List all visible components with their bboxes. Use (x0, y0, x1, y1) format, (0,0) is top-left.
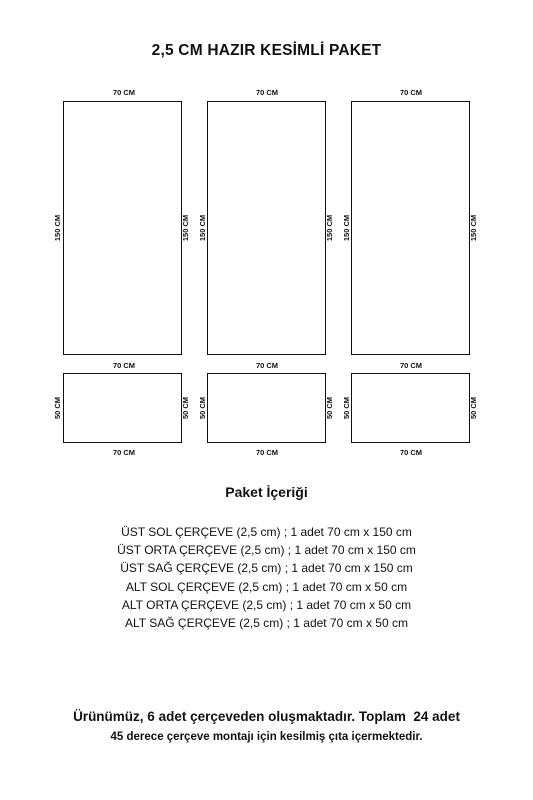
bottom-frame-2-width-label: 70 CM (255, 448, 279, 457)
top-frame-1 (63, 101, 182, 355)
top-frame-3-height-label-right: 150 CM (469, 214, 478, 242)
bottom-frame-2-height-label-left: 50 CM (198, 396, 207, 420)
bottom-frame-1 (63, 373, 182, 443)
bottom-frame-1-height-label-left: 50 CM (53, 396, 62, 420)
footer-summary: Ürünümüz, 6 adet çerçeveden oluşmaktadır. Toplam 24 adet (73, 709, 460, 724)
bottom-frame-3-height-label-right: 50 CM (469, 396, 478, 420)
bottom-frame-3 (351, 373, 470, 443)
top-frame-2-height-label-left: 150 CM (198, 214, 207, 242)
list-item: ALT SAĞ ÇERÇEVE (2,5 cm) ; 1 adet 70 cm x 50 cm (125, 616, 408, 631)
top-frame-1-width-label-top: 70 CM (112, 88, 136, 97)
bottom-frame-3-height-label-left: 50 CM (342, 396, 351, 420)
package-heading: Paket İçeriği (225, 484, 308, 500)
top-frame-2 (207, 101, 326, 355)
top-frame-1-height-label-right: 150 CM (181, 214, 190, 242)
top-frame-1-height-label-left: 150 CM (53, 214, 62, 242)
top-frame-2-width-label-bottom: 70 CM (255, 361, 279, 370)
top-frame-3-width-label-bottom: 70 CM (399, 361, 423, 370)
top-frame-2-height-label-right: 150 CM (325, 214, 334, 242)
page-title: 2,5 CM HAZIR KESİMLİ PAKET (151, 42, 382, 59)
list-item: ALT SOL ÇERÇEVE (2,5 cm) ; 1 adet 70 cm x 50 cm (125, 579, 408, 594)
top-frame-3-height-label-left: 150 CM (342, 214, 351, 242)
footer-note: 45 derece çerçeve montajı için kesilmiş çıta içermektedir. (110, 731, 423, 743)
package-contents-list (0, 523, 533, 632)
list-item: ÜST ORTA ÇERÇEVE (2,5 cm) ; 1 adet 70 cm x 150 cm (117, 543, 416, 558)
list-item: ÜST SAĞ ÇERÇEVE (2,5 cm) ; 1 adet 70 cm x 150 cm (120, 561, 413, 576)
bottom-frame-1-width-label: 70 CM (112, 448, 136, 457)
top-frame-1-width-label-bottom: 70 CM (112, 361, 136, 370)
bottom-frame-3-width-label: 70 CM (399, 448, 423, 457)
bottom-frame-2 (207, 373, 326, 443)
bottom-frame-2-height-label-right: 50 CM (325, 396, 334, 420)
top-frame-2-width-label-top: 70 CM (255, 88, 279, 97)
top-frame-3-width-label-top: 70 CM (399, 88, 423, 97)
top-frame-3 (351, 101, 470, 355)
list-item: ALT ORTA ÇERÇEVE (2,5 cm) ; 1 adet 70 cm x 50 cm (121, 597, 412, 612)
list-item: ÜST SOL ÇERÇEVE (2,5 cm) ; 1 adet 70 cm x 150 cm (121, 525, 412, 539)
bottom-frame-1-height-label-right: 50 CM (181, 396, 190, 420)
